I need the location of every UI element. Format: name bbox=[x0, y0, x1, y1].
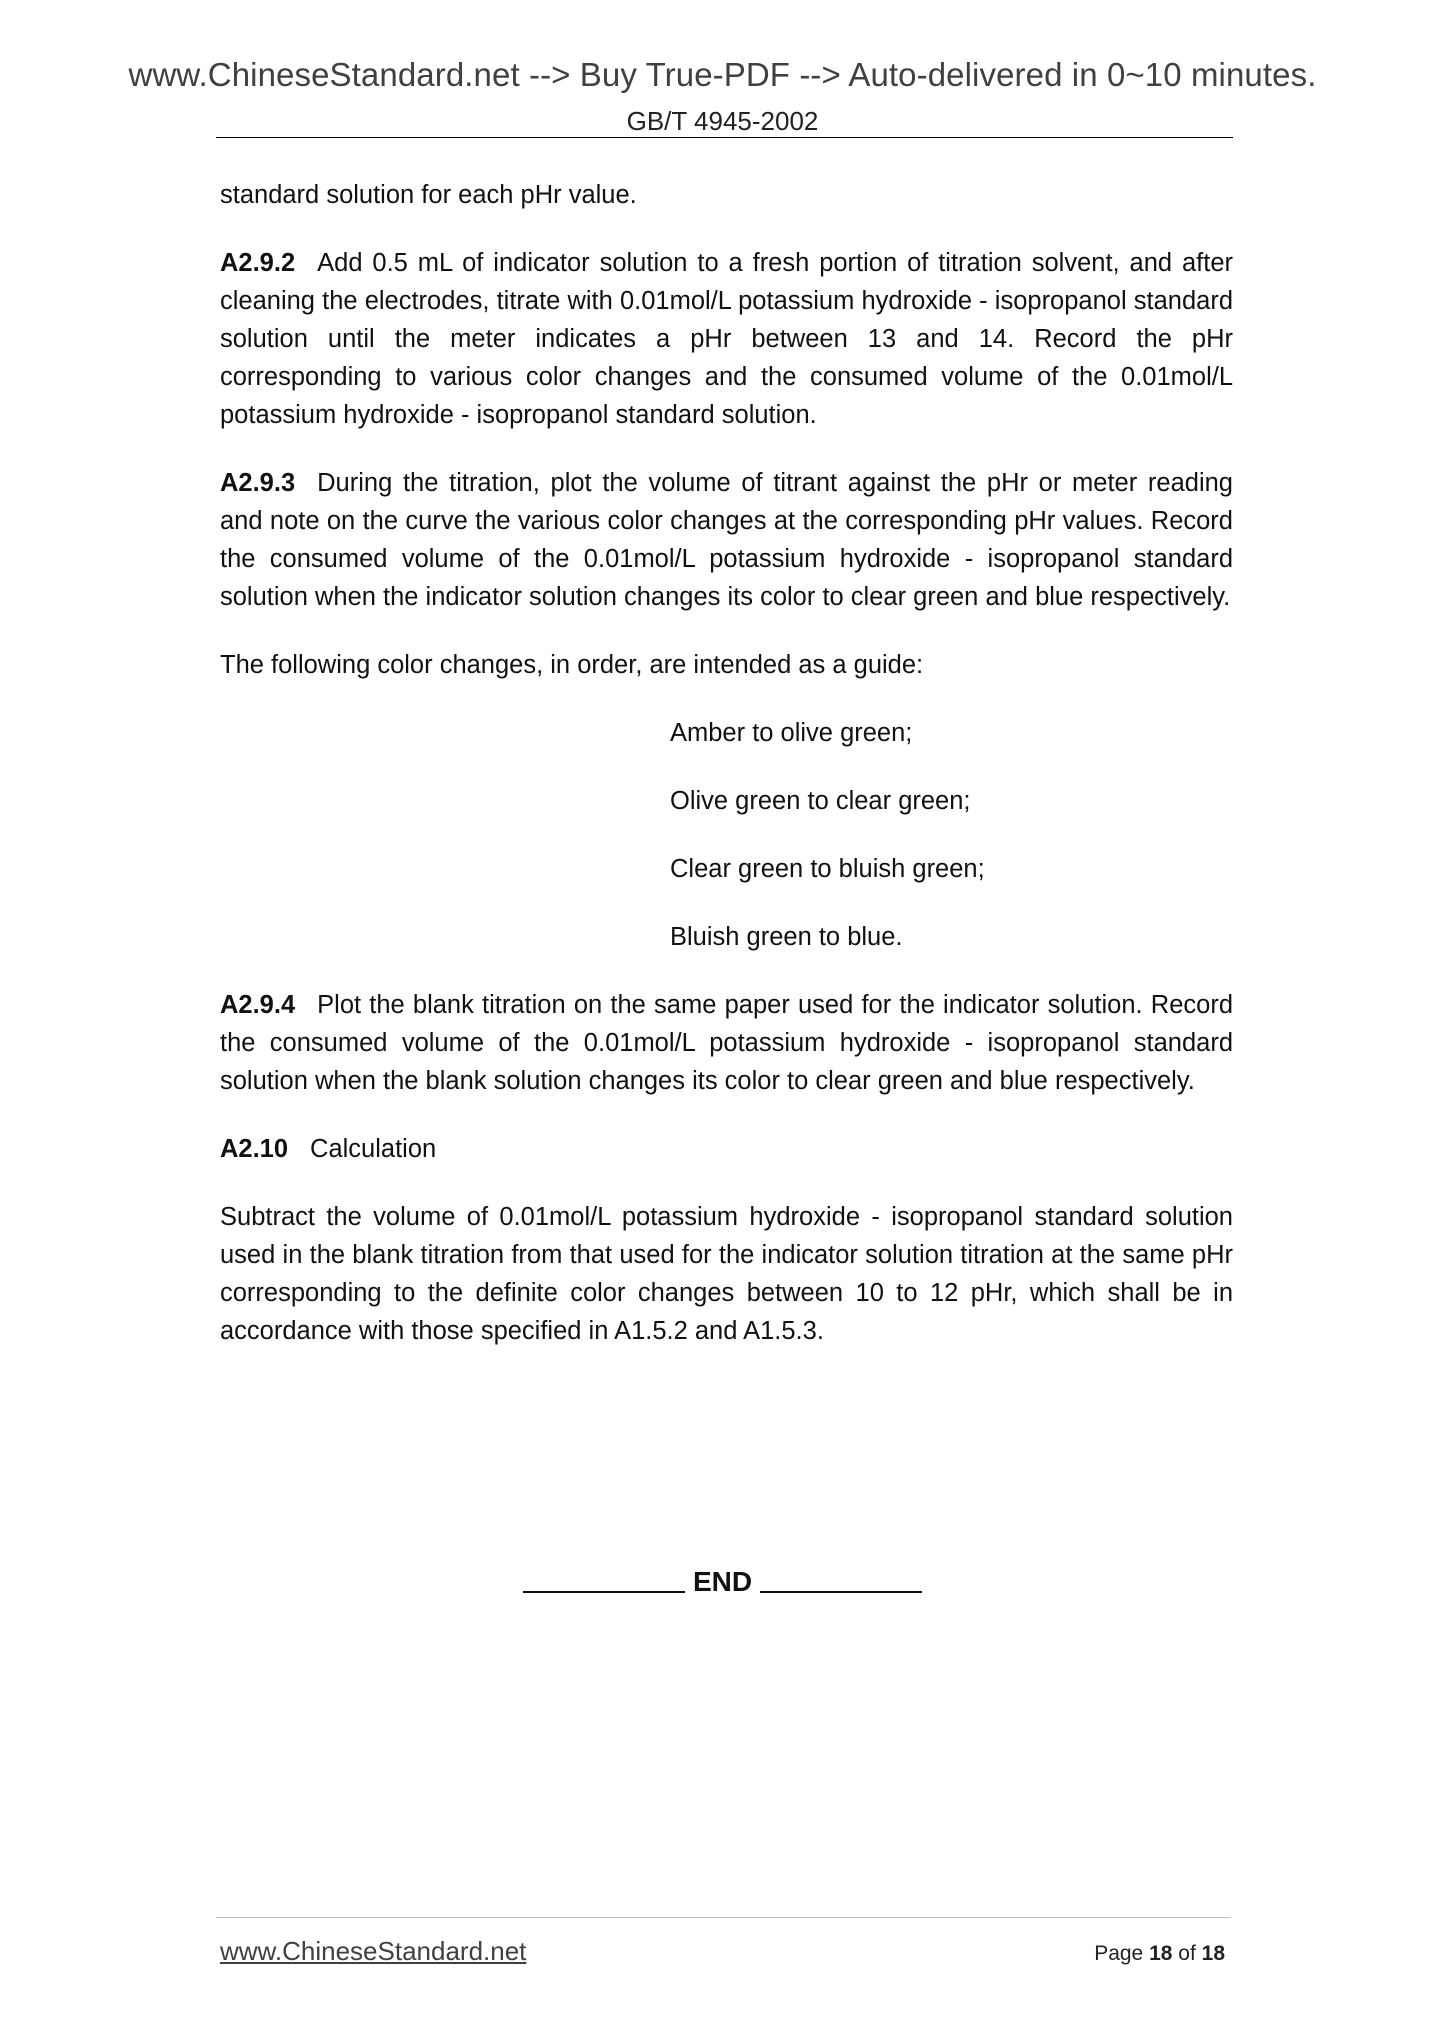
document-body bbox=[220, 176, 1233, 1380]
clause-a2-10 bbox=[220, 1130, 1233, 1168]
standard-code: GB/T 4945-2002 bbox=[626, 106, 819, 136]
page-prefix: Page bbox=[1094, 1942, 1144, 1965]
end-marker bbox=[0, 1566, 1445, 1598]
color-change-list bbox=[670, 714, 1233, 956]
clause-title: Calculation bbox=[310, 1135, 437, 1163]
continuation-paragraph: standard solution for each pHr value. bbox=[220, 181, 637, 209]
clause-text: Plot the blank titration on the same paper used for the indicator solution. Record the consumed volume of the 0.01mol/L potassium hydroxide - isopropanol standard solution when the blank solution changes its color to clear green and blue respectively. bbox=[220, 991, 1233, 1095]
header-banner: www.ChineseStandard.net --> Buy True-PDF --> Auto-delivered in 0~10 minutes. bbox=[128, 56, 1317, 93]
page-of: of bbox=[1178, 1942, 1196, 1965]
calculation-paragraph: Subtract the volume of 0.01mol/L potassium hydroxide - isopropanol standard solution used in the blank titration from that used for the indicator solution titration at the same pHr corresponding to the definite color changes between 10 to 12 pHr, which shall be in accordance with those specified in A1.5.2 and A1.5.3. bbox=[220, 1203, 1233, 1345]
list-item: Bluish green to blue. bbox=[670, 923, 903, 951]
page-current: 18 bbox=[1149, 1942, 1173, 1965]
clause-a2-9-3 bbox=[220, 464, 1233, 616]
end-underline-right bbox=[760, 1591, 922, 1593]
page-total: 18 bbox=[1201, 1942, 1225, 1965]
clause-text: During the titration, plot the volume of titrant against the pHr or meter reading and note on the curve the various color changes at the corresponding pHr values. Record the consumed volume of the 0.01mol/L potassium hydroxide - isopropanol standard solution when the indicator solution changes its color to clear green and blue respectively. bbox=[220, 469, 1233, 611]
list-item: Clear green to bluish green; bbox=[670, 855, 985, 883]
footer-divider bbox=[216, 1917, 1231, 1918]
list-item: Amber to olive green; bbox=[670, 719, 913, 747]
header-divider bbox=[216, 137, 1233, 138]
clause-a2-9-2 bbox=[220, 244, 1233, 434]
clause-number: A2.10 bbox=[220, 1135, 289, 1163]
footer-site-link[interactable]: www.ChineseStandard.net bbox=[220, 1936, 527, 1966]
clause-a2-9-4 bbox=[220, 986, 1233, 1100]
clause-number: A2.9.3 bbox=[220, 469, 296, 497]
guide-intro: The following color changes, in order, are intended as a guide: bbox=[220, 651, 924, 679]
list-item: Olive green to clear green; bbox=[670, 787, 971, 815]
end-underline-left bbox=[523, 1591, 685, 1593]
clause-text: Add 0.5 mL of indicator solution to a fresh portion of titration solvent, and after cleaning the electrodes, titrate with 0.01mol/L potassium hydroxide - isopropanol standard solution until the meter indicates a pHr between 13 and 14. Record the pHr corresponding to various color changes and the consumed volume of the 0.01mol/L potassium hydroxide - isopropanol standard solution. bbox=[220, 249, 1233, 429]
clause-number: A2.9.2 bbox=[220, 249, 296, 277]
end-label: END bbox=[692, 1566, 753, 1597]
page-number bbox=[1094, 1942, 1225, 1966]
clause-number: A2.9.4 bbox=[220, 991, 296, 1019]
